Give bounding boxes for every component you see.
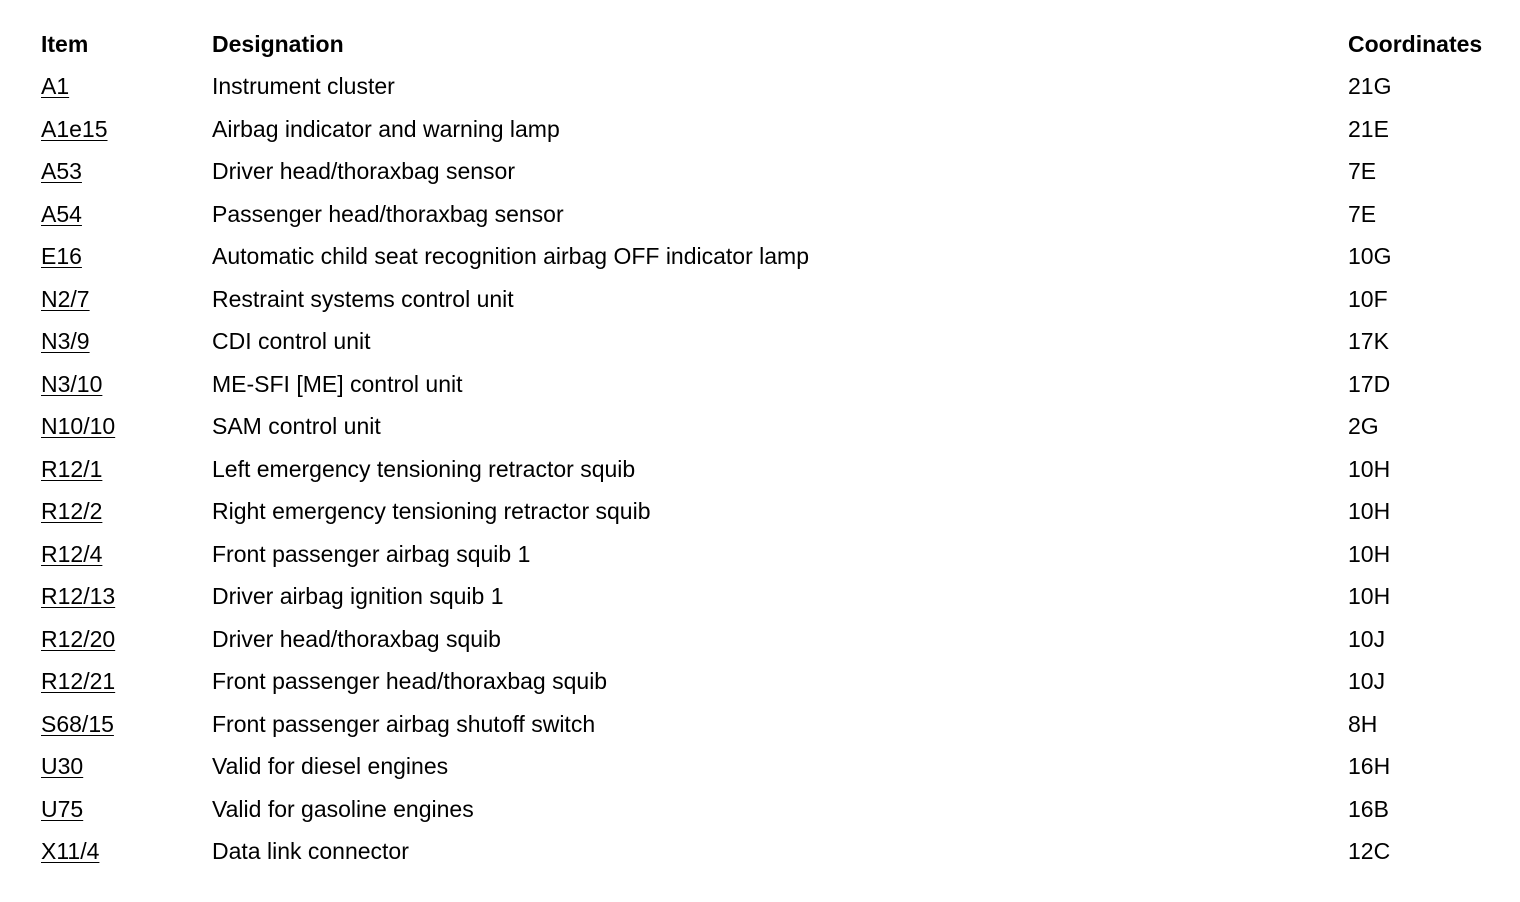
item-link[interactable]: N10/10 (41, 413, 116, 439)
table-row (0, 65, 1520, 107)
designation-cell: Automatic child seat recognition airbag OFF indicator lamp (212, 243, 810, 269)
item-link[interactable]: R12/1 (41, 455, 103, 482)
designation-cell: Valid for gasoline engines (212, 795, 474, 822)
table-row (0, 108, 1520, 150)
designation-cell: ME-SFI [ME] control unit (212, 370, 463, 397)
item-link[interactable]: E16 (41, 243, 82, 269)
item-link[interactable]: N2/7 (41, 285, 90, 312)
coordinates-cell: 17K (1348, 328, 1389, 354)
item-link[interactable]: A53 (41, 158, 82, 184)
item-link[interactable]: N3/10 (41, 370, 103, 397)
designation-cell: Passenger head/thoraxbag sensor (212, 200, 564, 227)
table-row (0, 618, 1520, 660)
table-row (0, 448, 1520, 490)
table-row (0, 193, 1520, 235)
table-row (0, 703, 1520, 745)
coordinates-cell: 2G (1348, 413, 1379, 439)
designation-cell: Instrument cluster (212, 73, 395, 99)
coordinates-cell: 10J (1348, 668, 1386, 694)
designation-cell: Data link connector (212, 838, 409, 864)
designation-cell: Driver head/thoraxbag squib (212, 625, 501, 652)
header-item: Item (41, 31, 89, 57)
item-link[interactable]: N3/9 (41, 328, 90, 354)
designation-cell: Airbag indicator and warning lamp (212, 115, 560, 142)
designation-cell: Front passenger airbag shutoff switch (212, 710, 596, 737)
item-link[interactable]: R12/21 (41, 668, 116, 694)
coordinates-cell: 8H (1348, 710, 1378, 737)
coordinates-cell: 21G (1348, 73, 1392, 99)
header-coordinates: Coordinates (1348, 31, 1483, 57)
table-row (0, 363, 1520, 405)
designation-cell: Restraint systems control unit (212, 285, 514, 312)
table-row (0, 150, 1520, 192)
item-link[interactable]: A1e15 (41, 115, 108, 142)
item-link[interactable]: R12/4 (41, 540, 103, 567)
item-link[interactable]: A54 (41, 200, 82, 227)
table-row (0, 575, 1520, 617)
designation-cell: SAM control unit (212, 413, 381, 439)
designation-cell: Driver head/thoraxbag sensor (212, 158, 515, 184)
table-row (0, 405, 1520, 447)
table-row (0, 745, 1520, 787)
item-link[interactable]: R12/20 (41, 625, 116, 652)
item-link[interactable]: X11/4 (41, 838, 100, 864)
table-row (0, 830, 1520, 872)
item-link[interactable]: R12/2 (41, 498, 103, 524)
coordinates-cell: 10J (1348, 625, 1386, 652)
designation-cell: Left emergency tensioning retractor squib (212, 455, 636, 482)
item-link[interactable]: S68/15 (41, 710, 114, 737)
designation-cell: Front passenger head/thoraxbag squib (212, 668, 608, 694)
coordinates-cell: 7E (1348, 200, 1377, 227)
coordinates-cell: 16B (1348, 795, 1389, 822)
coordinates-cell: 10H (1348, 498, 1391, 524)
designation-cell: Right emergency tensioning retractor squib (212, 498, 651, 524)
coordinates-cell: 16H (1348, 753, 1391, 779)
table-row (0, 320, 1520, 362)
table-row (0, 788, 1520, 830)
coordinates-cell: 10H (1348, 455, 1391, 482)
table-row (0, 490, 1520, 532)
table-row (0, 533, 1520, 575)
table-row (0, 278, 1520, 320)
coordinates-cell: 10F (1348, 285, 1388, 312)
coordinates-cell: 7E (1348, 158, 1377, 184)
designation-cell: Front passenger airbag squib 1 (212, 540, 531, 567)
designation-cell: Valid for diesel engines (212, 753, 449, 779)
table-header-row (0, 23, 1520, 65)
table-row (0, 235, 1520, 277)
coordinates-cell: 17D (1348, 370, 1391, 397)
coordinates-cell: 10H (1348, 583, 1391, 609)
item-link[interactable]: U30 (41, 753, 84, 779)
item-link[interactable]: A1 (41, 73, 70, 99)
coordinates-cell: 21E (1348, 115, 1389, 142)
coordinates-cell: 10G (1348, 243, 1392, 269)
item-link[interactable]: U75 (41, 795, 84, 822)
table-row (0, 660, 1520, 702)
designation-cell: CDI control unit (212, 328, 371, 354)
coordinates-cell: 10H (1348, 540, 1391, 567)
designation-cell: Driver airbag ignition squib 1 (212, 583, 504, 609)
header-designation: Designation (212, 31, 344, 57)
coordinates-cell: 12C (1348, 838, 1391, 864)
item-link[interactable]: R12/13 (41, 583, 116, 609)
